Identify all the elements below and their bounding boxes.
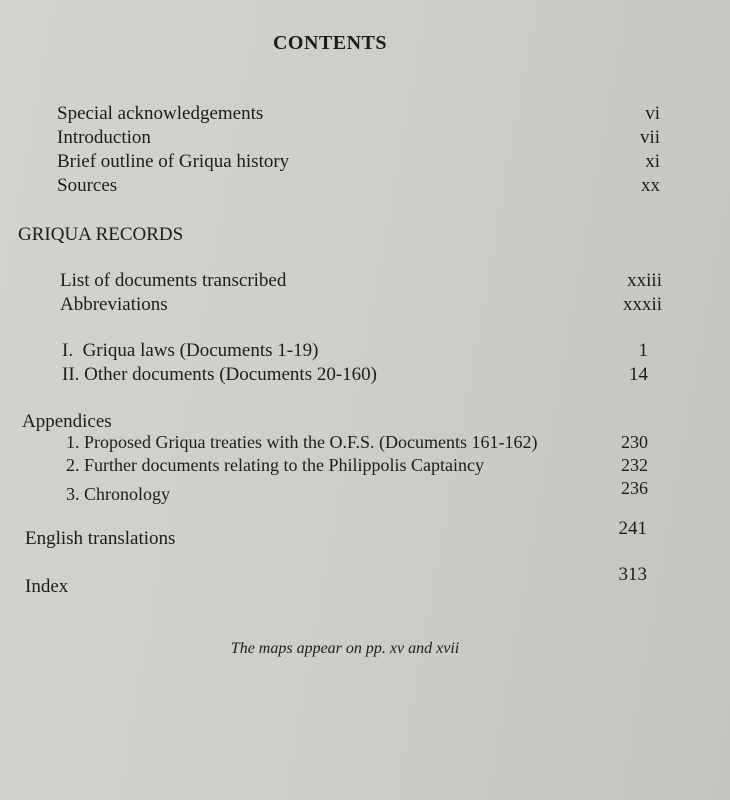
toc-entry-page: xx — [641, 175, 660, 196]
toc-entry-page: 313 — [618, 564, 647, 585]
toc-entry-page: xxiii — [627, 270, 662, 291]
toc-entry-outline — [57, 151, 660, 175]
toc-entry-label: Sources — [57, 175, 118, 196]
toc-entry-appendix-3 — [66, 478, 648, 508]
toc-entry-label: Special acknowledgements — [57, 103, 264, 124]
toc-entry-appendix-2 — [66, 455, 648, 479]
toc-entry-page: 232 — [621, 455, 648, 475]
toc-entry-label: Index — [25, 576, 69, 597]
toc-entry-acknowledgements — [57, 103, 660, 127]
toc-entry-page: 14 — [629, 364, 648, 385]
toc-entry-part-2 — [62, 364, 648, 388]
toc-entry-page: 236 — [621, 478, 648, 498]
toc-entry-page: 1 — [638, 340, 648, 361]
toc-entry-introduction — [57, 127, 660, 151]
toc-entry-sources — [57, 175, 660, 199]
maps-note: The maps appear on pp. xv and xvii — [230, 640, 460, 657]
toc-entry-label: II. Other documents (Documents 20-160) — [62, 364, 378, 385]
toc-entry-page: vii — [639, 127, 660, 148]
toc-entry-list-of-documents — [60, 270, 662, 294]
toc-entry-label: I. Griqua laws (Documents 1-19) — [62, 340, 319, 361]
toc-entry-label: Brief outline of Griqua history — [57, 151, 290, 172]
section-heading-records: GRIQUA RECORDS — [18, 224, 184, 245]
toc-entry-label: 2. Further documents relating to the Philippolis Captaincy — [66, 455, 484, 475]
toc-entry-label: 1. Proposed Griqua treaties with the O.F.S. (Documents 161-162) — [66, 432, 538, 452]
toc-entry-label: List of documents transcribed — [60, 270, 287, 291]
toc-entry-part-1 — [62, 340, 648, 364]
toc-entry-page: 241 — [618, 518, 647, 539]
toc-entry-label: English translations — [25, 528, 176, 549]
toc-entry-english-translations — [25, 518, 647, 552]
toc-entry-page: xi — [645, 151, 660, 172]
toc-entry-label: 3. Chronology — [66, 484, 171, 504]
toc-entry-page: vi — [645, 103, 660, 124]
toc-entry-index — [25, 564, 647, 598]
toc-entry-page: 230 — [621, 432, 648, 452]
section-heading-appendices: Appendices — [22, 411, 112, 432]
page-title: CONTENTS — [272, 32, 388, 54]
toc-entry-page: xxxii — [622, 294, 662, 315]
toc-entry-appendix-1 — [66, 432, 648, 456]
toc-entry-label: Introduction — [57, 127, 151, 148]
toc-entry-label: Abbreviations — [60, 294, 168, 315]
toc-entry-abbreviations — [60, 294, 662, 318]
